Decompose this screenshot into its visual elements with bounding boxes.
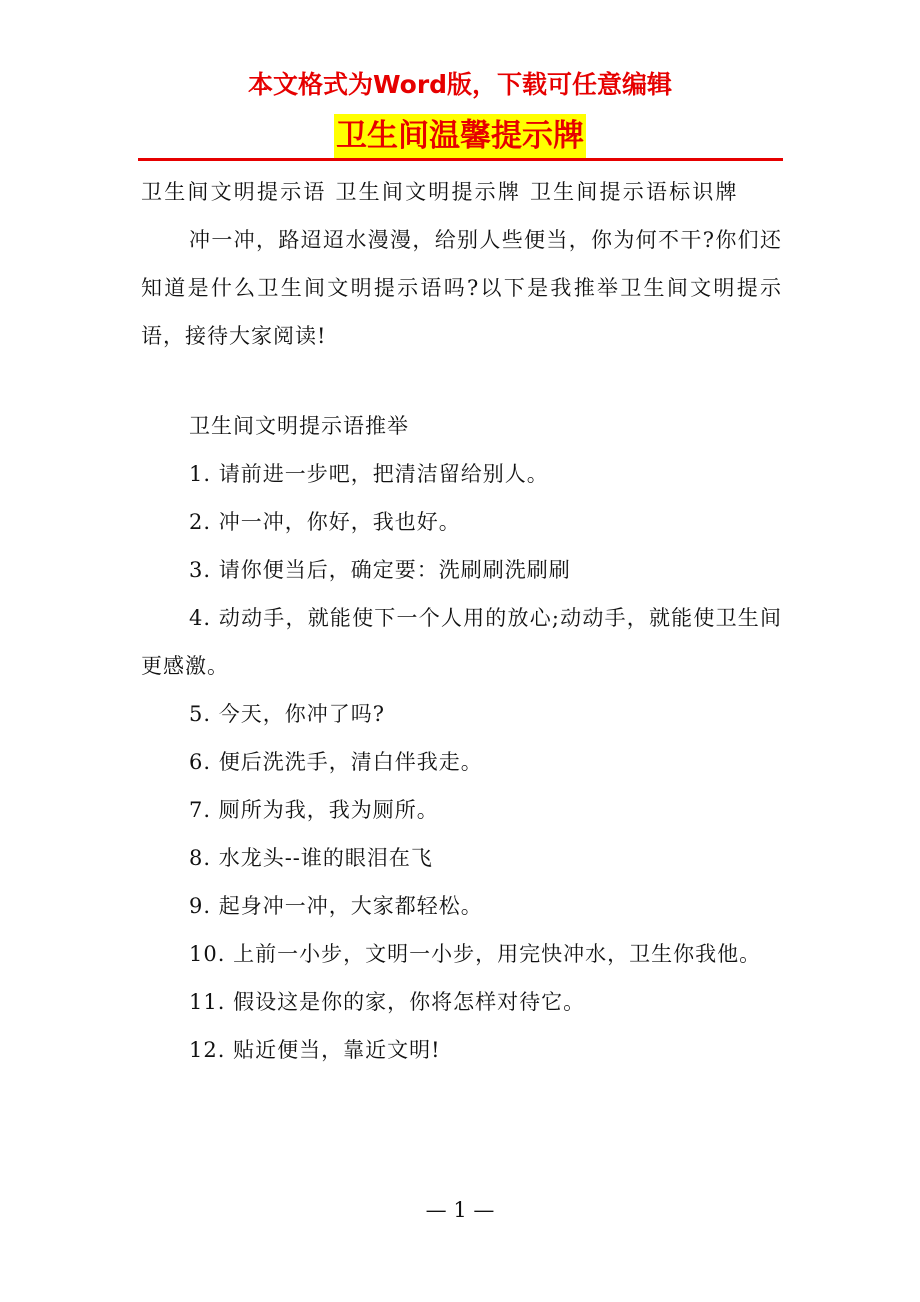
list-item: 10. 上前一小步，文明一小步，用完快冲水，卫生你我他。 [189,942,762,966]
list-item: 1. 请前进一步吧，把清洁留给别人。 [189,462,549,486]
document-body [141,168,782,1074]
title-container [0,114,920,158]
list-item: 12. 贴近便当，靠近文明! [189,1038,441,1062]
title-divider [138,158,783,161]
document-title: 卫生间温馨提示牌 [334,114,586,158]
list-item: 9. 起身冲一冲，大家都轻松。 [189,894,483,918]
page-number: — 1 — [425,1198,495,1222]
list-item: 11. 假设这是你的家，你将怎样对待它。 [189,990,586,1014]
section-heading: 卫生间文明提示语推举 [189,414,409,438]
list-item: 7. 厕所为我，我为厕所。 [189,798,439,822]
paragraph-spacer [141,360,782,402]
list-item: 5. 今天，你冲了吗? [189,702,385,726]
list-item: 8. 水龙头--谁的眼泪在飞 [189,846,433,870]
list-item: 4. 动动手，就能使下一个人用的放心;动动手，就能使卫生间更感激。 [141,606,782,678]
format-notice-banner: 本文格式为Word版，下载可任意编辑 [247,70,673,99]
list-item: 3. 请你便当后，确定要：洗刷刷洗刷刷 [189,558,571,582]
intro-paragraph: 冲一冲，路迢迢水漫漫，给别人些便当，你为何不干?你们还知道是什么卫生间文明提示语吗?以下是我推举卫生间文明提示语，接待大家阅读! [141,228,782,348]
list-item: 6. 便后洗洗手，清白伴我走。 [189,750,483,774]
list-item: 2. 冲一冲，你好，我也好。 [189,510,461,534]
keywords-line: 卫生间文明提示语 卫生间文明提示牌 卫生间提示语标识牌 [141,180,739,204]
